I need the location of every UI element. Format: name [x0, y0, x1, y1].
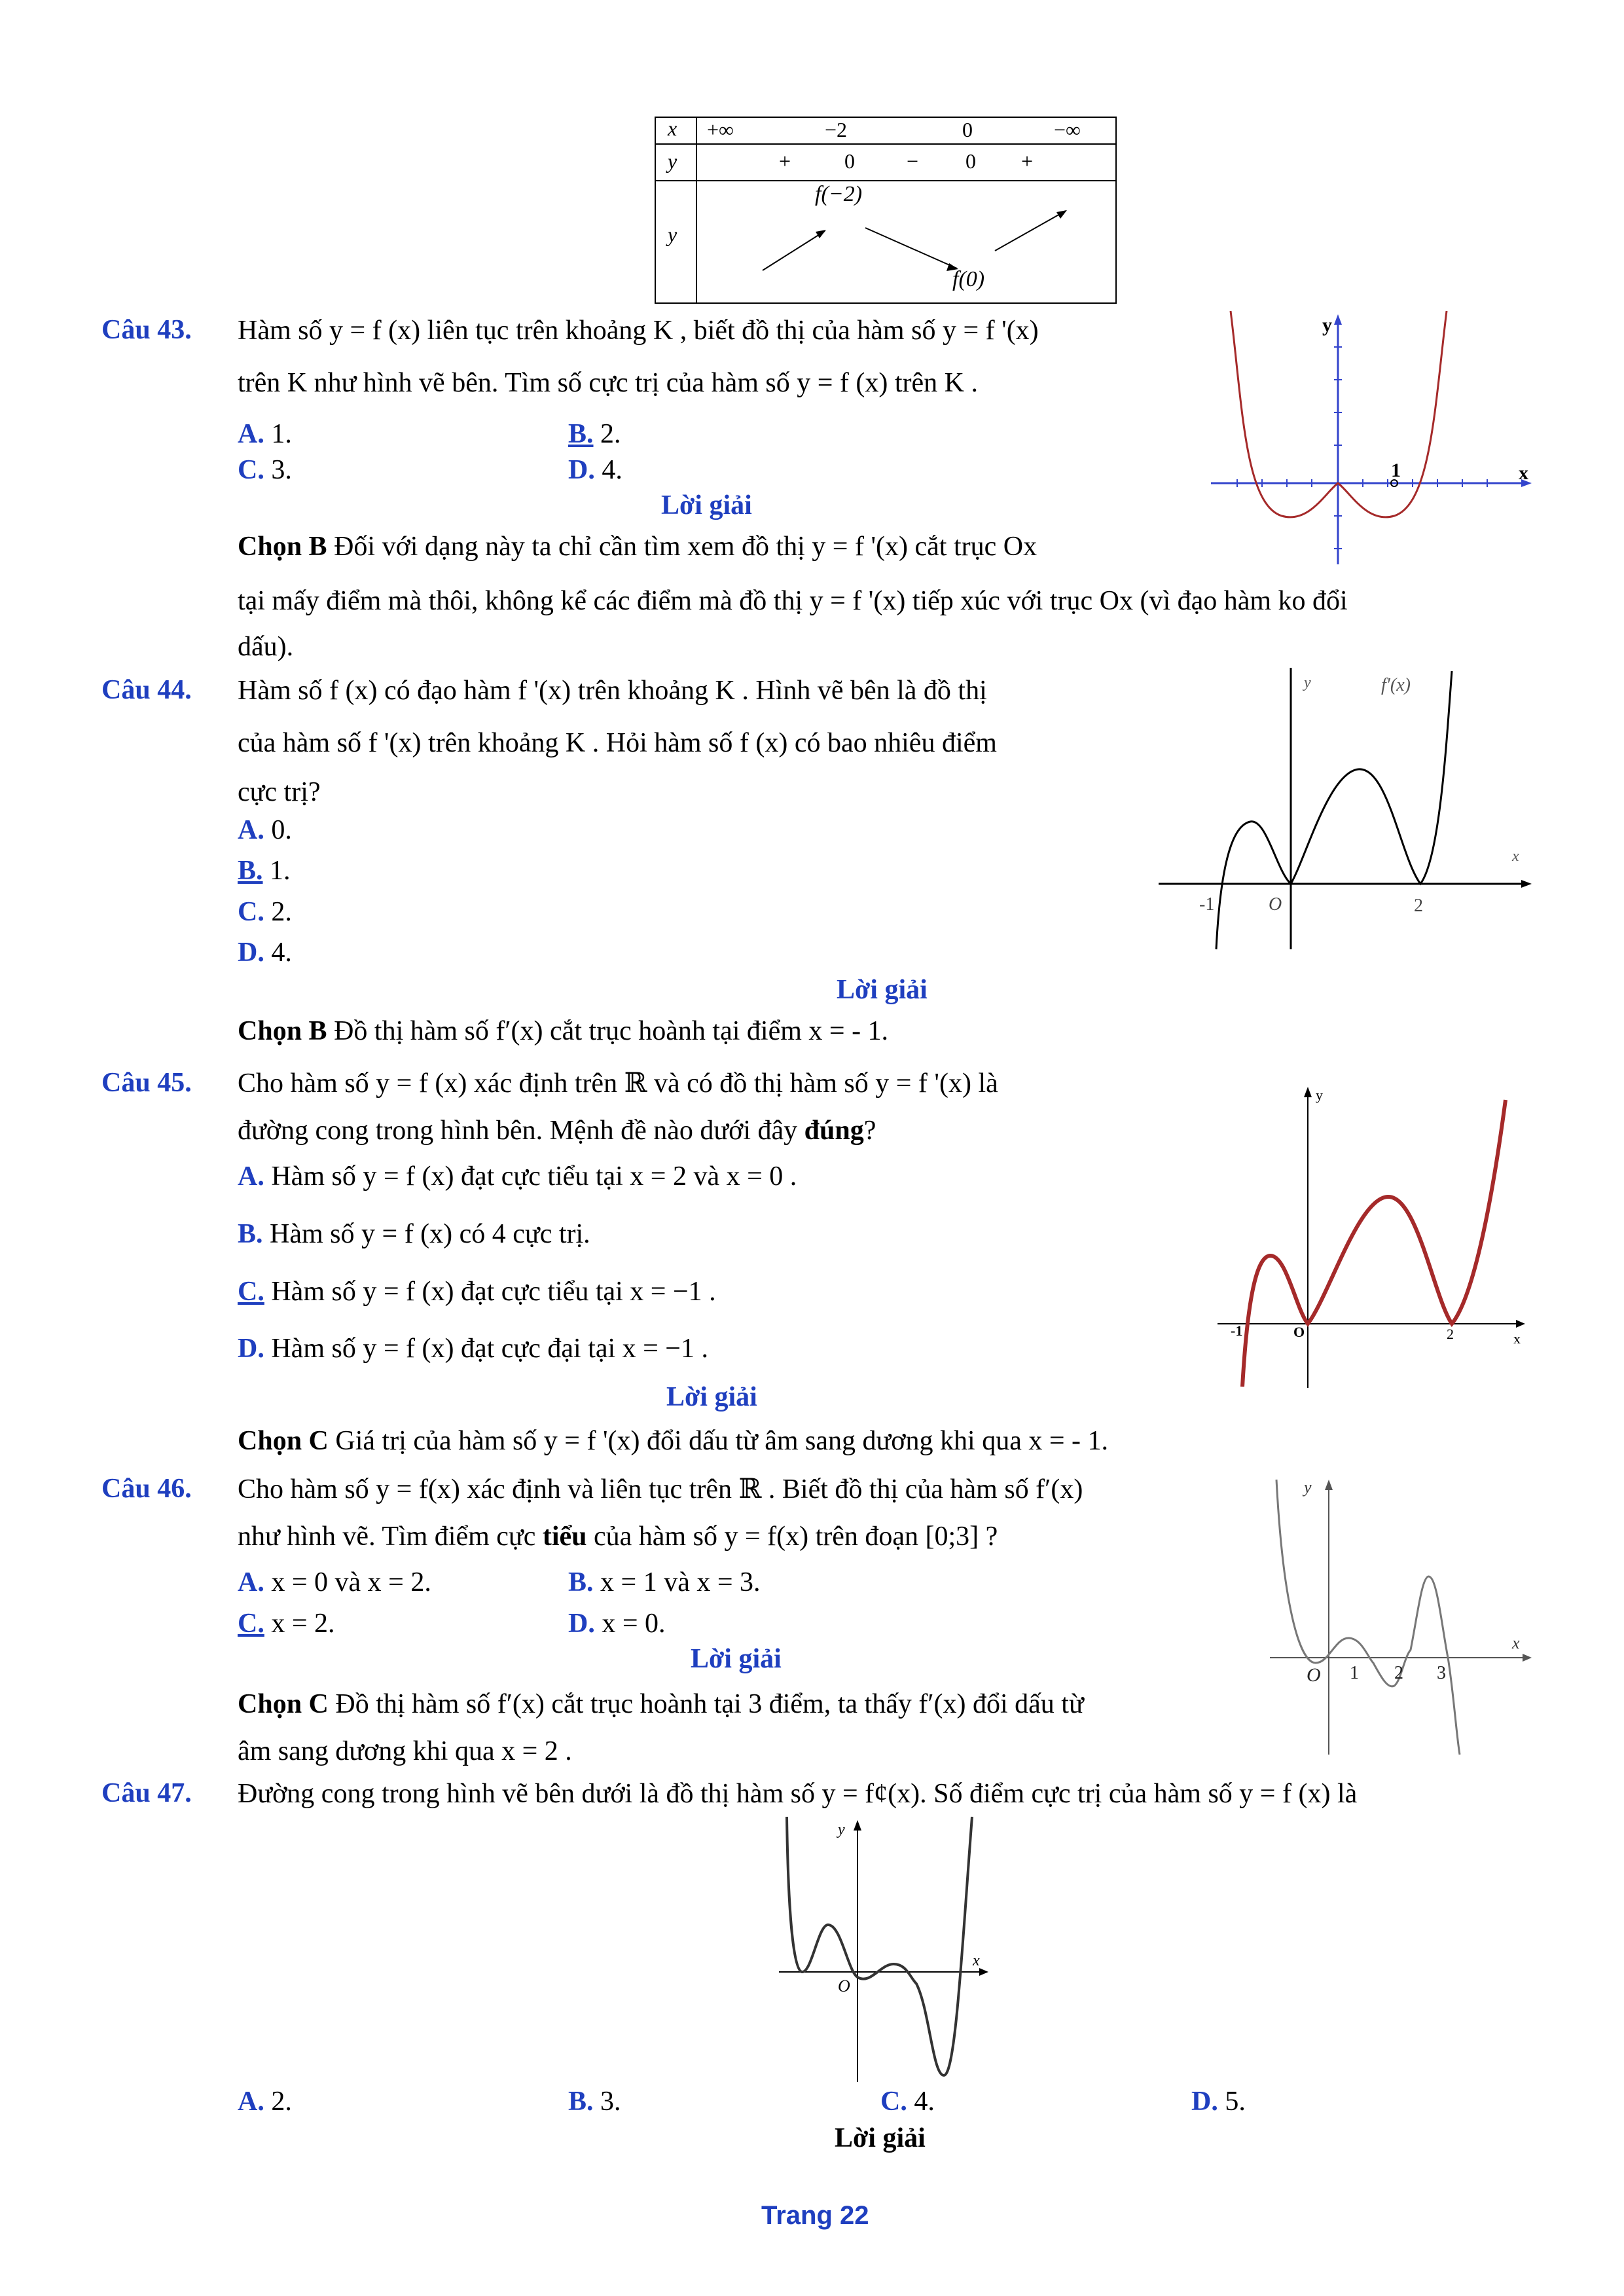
- q47-option-c-label: C.: [880, 2086, 907, 2117]
- arrow-up-left: [763, 231, 825, 270]
- q46-option-c[interactable]: [238, 1607, 335, 1640]
- q46-option-a-text: x = 0 và x = 2.: [271, 1567, 431, 1597]
- q45-option-a-label: A.: [238, 1161, 264, 1192]
- q43-option-d[interactable]: [568, 454, 623, 486]
- q43-number: Câu 43.: [101, 315, 192, 345]
- q43-option-c[interactable]: [238, 454, 292, 486]
- q46-graph-1: 1: [1350, 1663, 1359, 1683]
- q45-graph-x: x: [1513, 1330, 1521, 1347]
- vt-yp-sign-4: +: [1021, 149, 1034, 173]
- q43-line2: trên K như hình vẽ bên. Tìm số cực trị của hàm số y = f (x) trên K .: [238, 368, 979, 398]
- q45-option-c-label: C.: [238, 1277, 264, 1307]
- vt-yp-sign-1: 0: [844, 149, 855, 173]
- q45-graph-m1: -1: [1231, 1322, 1243, 1339]
- q45-solution-text1: Giá trị của hàm số y = f '(x) đổi dấu từ âm sang dương khi qua x = - 1.: [335, 1426, 1109, 1456]
- q46-graph-x: x: [1512, 1633, 1520, 1652]
- q46-graph-3: 3: [1437, 1663, 1446, 1683]
- q46-option-c-label: C.: [238, 1609, 264, 1639]
- q43-option-a[interactable]: [238, 418, 292, 450]
- q45-x-arrow-icon: [1516, 1320, 1525, 1328]
- q46-option-d[interactable]: [568, 1607, 666, 1640]
- q46-solution-line1: [238, 1688, 1084, 1721]
- q44-option-b-text: 1.: [270, 856, 291, 886]
- q46-line1: Cho hàm số y = f(x) xác định và liên tục trên ℝ . Biết đồ thị của hàm số f′(x): [238, 1474, 1083, 1504]
- q46-x-arrow-icon: [1523, 1654, 1532, 1662]
- q46-choice: Chọn C: [238, 1689, 329, 1719]
- q45-number: Câu 45.: [101, 1068, 192, 1098]
- q43-graph-1: 1: [1391, 460, 1401, 481]
- q47-graph-y: y: [838, 1821, 845, 1838]
- q44-solution-title: Lời giải: [837, 975, 928, 1005]
- vt-y-label: y: [668, 223, 677, 246]
- q47-option-c[interactable]: [880, 2085, 935, 2118]
- q45-option-b-label: B.: [238, 1219, 263, 1249]
- vt-yp-label: y: [668, 149, 677, 173]
- q44-option-c[interactable]: [238, 896, 292, 928]
- q44-option-c-label: C.: [238, 897, 264, 927]
- q47-line1: Đường cong trong hình vẽ bên dưới là đồ thị hàm số y = f¢(x). Số điểm cực trị của hàm số y = f (x) là: [238, 1779, 1358, 1809]
- q43-option-b-label: B.: [568, 419, 594, 449]
- q46-option-d-label: D.: [568, 1609, 595, 1639]
- q43-line1: Hàm số y = f (x) liên tục trên khoảng K , biết đồ thị của hàm số y = f '(x): [238, 316, 1039, 346]
- vt-yp-sign-0: +: [779, 149, 791, 173]
- q44-solution-line1: [238, 1015, 888, 1048]
- q46-graph-o: O: [1307, 1664, 1321, 1686]
- q45-graph-o: O: [1293, 1324, 1305, 1340]
- q46-line2: [238, 1520, 998, 1553]
- q46-option-b[interactable]: [568, 1566, 761, 1599]
- q43-option-d-text: 4.: [602, 455, 623, 485]
- vt-yp-sign-3: 0: [965, 149, 976, 173]
- q43-option-b-text: 2.: [600, 419, 621, 449]
- q46-option-a-label: A.: [238, 1567, 264, 1597]
- q47-option-a[interactable]: [238, 2085, 292, 2118]
- q44-option-d[interactable]: [238, 936, 292, 969]
- q47-option-c-text: 4.: [914, 2086, 935, 2117]
- q45-line2-bold: đúng: [804, 1116, 864, 1146]
- q47-curve: [787, 1817, 972, 2075]
- q46-option-d-text: x = 0.: [602, 1609, 666, 1639]
- q46-option-b-text: x = 1 và x = 3.: [600, 1567, 761, 1597]
- q47-option-a-label: A.: [238, 2086, 264, 2117]
- q45-option-c-text: Hàm số y = f (x) đạt cực tiểu tại x = −1 .: [271, 1277, 716, 1307]
- q46-solution-title: Lời giải: [691, 1644, 782, 1674]
- q44-option-d-text: 4.: [271, 938, 292, 968]
- q45-choice: Chọn C: [238, 1426, 329, 1456]
- q43-solution-line2: tại mấy điểm mà thôi, không kể các điểm mà đồ thị y = f '(x) tiếp xúc với trục Ox (vì đạo hàm ko đổi: [238, 586, 1348, 616]
- q46-line2-post: của hàm số y = f(x) trên đoạn [0;3] ?: [586, 1522, 998, 1552]
- q47-option-d-label: D.: [1191, 2086, 1218, 2117]
- q45-option-d-label: D.: [238, 1334, 264, 1364]
- vt-f-0: f(0): [952, 267, 985, 291]
- q43-solution-text1: Đối với dạng này ta chỉ cần tìm xem đồ thị y = f '(x) cắt trục Ox: [334, 532, 1038, 562]
- q47-graph: [772, 1813, 1008, 2088]
- q47-solution-title: Lời giải: [835, 2123, 926, 2153]
- q45-graph-y: y: [1316, 1087, 1323, 1103]
- q43-solution-line3: dấu).: [238, 632, 294, 662]
- q47-x-arrow-icon: [979, 1968, 988, 1976]
- q46-line2-pre: như hình vẽ. Tìm điểm cực: [238, 1522, 543, 1552]
- q45-option-b[interactable]: [238, 1218, 590, 1250]
- q46-option-b-label: B.: [568, 1567, 594, 1597]
- q45-option-a[interactable]: [238, 1160, 797, 1193]
- q43-solution-title: Lời giải: [661, 490, 752, 520]
- q44-option-d-label: D.: [238, 938, 264, 968]
- q46-solution-text1: Đồ thị hàm số f′(x) cắt trục hoành tại 3 điểm, ta thấy f′(x) đổi dấu từ: [335, 1689, 1084, 1719]
- q47-y-arrow-icon: [854, 1820, 861, 1831]
- q46-option-c-text: x = 2.: [271, 1609, 335, 1639]
- q46-line2-bold: tiểu: [542, 1522, 587, 1552]
- arrow-down-middle: [865, 228, 957, 268]
- q44-option-b-label: B.: [238, 856, 263, 886]
- q44-graph-m1: -1: [1199, 894, 1215, 915]
- q43-option-c-label: C.: [238, 455, 264, 485]
- vt-yp-sign-2: −: [907, 149, 919, 173]
- q44-line3: cực trị?: [238, 777, 321, 807]
- q46-graph-y: y: [1304, 1478, 1312, 1497]
- arrow-up-right: [995, 211, 1066, 251]
- q43-graph: [1204, 308, 1558, 570]
- vt-x-value-2: 0: [962, 118, 973, 141]
- q47-graph-o: O: [838, 1977, 850, 1995]
- q45-y-arrow-icon: [1304, 1087, 1312, 1097]
- vt-x-value-1: −2: [825, 118, 848, 141]
- q47-option-b-label: B.: [568, 2086, 594, 2117]
- q46-graph-2: 2: [1394, 1663, 1403, 1683]
- q47-graph-x: x: [973, 1952, 980, 1969]
- q44-solution-text1: Đồ thị hàm số f′(x) cắt trục hoành tại điểm x = - 1.: [334, 1016, 889, 1046]
- q44-graph: [1159, 661, 1545, 956]
- q45-graph-2: 2: [1447, 1326, 1454, 1342]
- q44-option-a-text: 0.: [271, 815, 292, 845]
- q44-x-arrow-icon: [1521, 880, 1532, 888]
- variation-table: [655, 117, 1117, 304]
- q45-curve: [1242, 1100, 1506, 1387]
- q44-option-b[interactable]: [238, 854, 291, 887]
- q45-solution-title: Lời giải: [666, 1382, 757, 1412]
- q46-y-arrow-icon: [1325, 1480, 1333, 1490]
- q43-option-a-text: 1.: [271, 419, 292, 449]
- variation-table-grid: [655, 117, 1117, 304]
- q44-option-a[interactable]: [238, 814, 292, 847]
- q43-y-arrow-icon: [1334, 314, 1342, 325]
- q44-graph-fp: f′(x): [1381, 675, 1411, 695]
- q46-number: Câu 46.: [101, 1474, 192, 1504]
- vt-x-label: x: [668, 117, 677, 140]
- q44-line2: của hàm số f '(x) trên khoảng K . Hỏi hàm số f (x) có bao nhiêu điểm: [238, 728, 997, 758]
- q45-line2: [238, 1114, 876, 1147]
- q44-graph-o: O: [1269, 894, 1282, 915]
- q45-line2-post: ?: [863, 1116, 876, 1146]
- q45-line1: Cho hàm số y = f (x) xác định trên ℝ và có đồ thị hàm số y = f '(x) là: [238, 1068, 998, 1099]
- q47-option-d[interactable]: [1191, 2085, 1246, 2118]
- q45-option-d-text: Hàm số y = f (x) đạt cực đại tại x = −1 .: [271, 1334, 708, 1364]
- q44-option-a-label: A.: [238, 815, 264, 845]
- q43-option-b[interactable]: [568, 418, 621, 450]
- q43-option-c-text: 3.: [271, 455, 292, 485]
- q47-number: Câu 47.: [101, 1778, 192, 1808]
- q46-solution-line2: âm sang dương khi qua x = 2 .: [238, 1736, 572, 1766]
- q44-choice: Chọn B: [238, 1016, 327, 1046]
- q43-option-d-label: D.: [568, 455, 595, 485]
- vt-x-value-0: +∞: [707, 118, 734, 141]
- q47-option-b-text: 3.: [600, 2086, 621, 2117]
- q45-option-a-text: Hàm số y = f (x) đạt cực tiểu tại x = 2 và x = 0 .: [271, 1161, 797, 1192]
- vt-f-minus2: f(−2): [815, 182, 863, 206]
- page-number: Trang 22: [761, 2201, 869, 2230]
- q47-option-a-text: 2.: [271, 2086, 292, 2117]
- q45-line2-pre: đường cong trong hình bên. Mệnh đề nào dưới đây: [238, 1116, 804, 1146]
- q45-option-c[interactable]: [238, 1275, 716, 1308]
- q43-option-a-label: A.: [238, 419, 264, 449]
- q47-option-b[interactable]: [568, 2085, 621, 2118]
- q44-number: Câu 44.: [101, 675, 192, 705]
- q46-option-a[interactable]: [238, 1566, 431, 1599]
- q43-graph-x: x: [1519, 462, 1528, 484]
- q45-graph: [1218, 1080, 1545, 1388]
- q45-option-d[interactable]: [238, 1332, 708, 1365]
- q45-solution-line1: [238, 1425, 1108, 1457]
- q44-graph-2: 2: [1414, 896, 1423, 916]
- q47-option-d-text: 5.: [1225, 2086, 1246, 2117]
- q45-option-b-text: Hàm số y = f (x) có 4 cực trị.: [270, 1219, 590, 1249]
- q44-graph-x: x: [1512, 848, 1519, 865]
- q46-curve: [1276, 1480, 1460, 1755]
- q43-graph-y: y: [1322, 314, 1332, 336]
- q43-choice: Chọn B: [238, 532, 327, 562]
- q44-option-c-text: 2.: [271, 897, 292, 927]
- q44-line1: Hàm số f (x) có đạo hàm f '(x) trên khoảng K . Hình vẽ bên là đồ thị: [238, 676, 987, 706]
- q46-graph: [1270, 1473, 1551, 1761]
- vt-x-value-3: −∞: [1054, 118, 1081, 141]
- q43-solution-line1: [238, 530, 1037, 563]
- q44-graph-y: y: [1304, 674, 1311, 691]
